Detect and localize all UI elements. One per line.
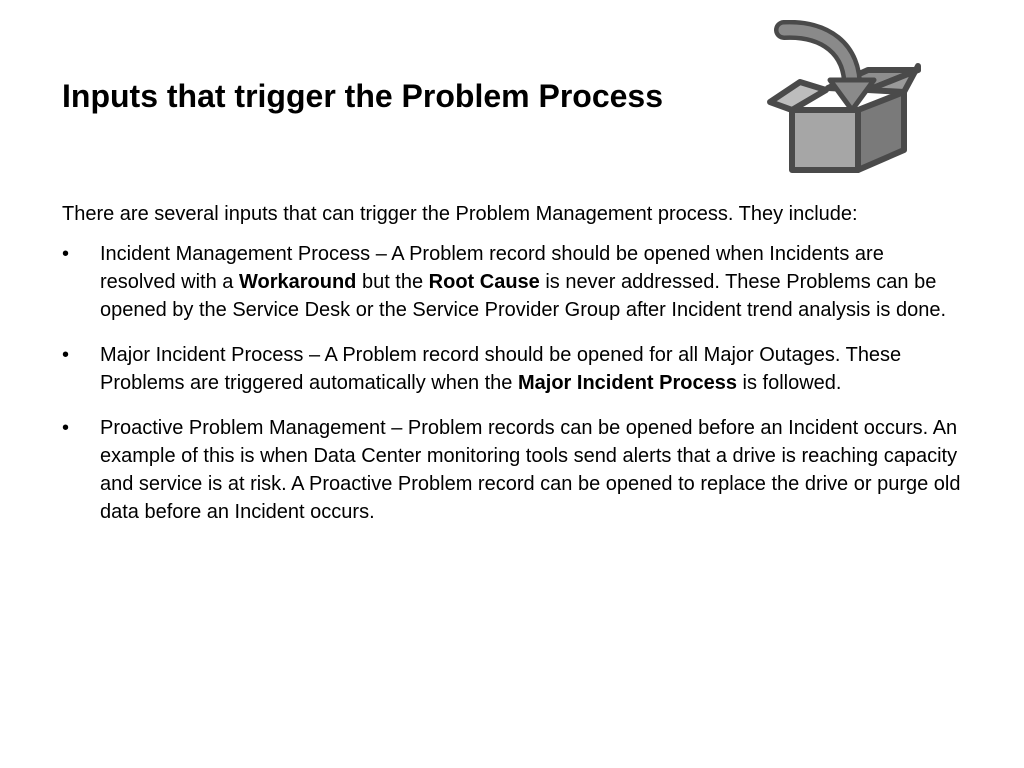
bullet-text: Incident Management Process – A Problem record should be opened when Incidents are resolved with a (100, 243, 884, 293)
bold-root-cause: Root Cause (428, 271, 540, 293)
slide-body (62, 200, 962, 543)
bullet-marker: • (62, 243, 70, 265)
bold-major-incident-process: Major Incident Process (518, 372, 737, 394)
bullet-marker: • (62, 344, 70, 366)
bullet-incident-management (62, 240, 962, 324)
bullet-text: is followed. (736, 372, 842, 394)
bullet-text: is never addressed. These Problems can be opened by the Service Desk or the Service Provider Group after Incident trend analysis is done. (100, 271, 947, 321)
intro-paragraph: There are several inputs that can trigger the Problem Management process. They include: (62, 203, 858, 225)
slide-title: Inputs that trigger the Problem Process (62, 78, 663, 114)
box-with-arrow-icon (764, 20, 924, 180)
bullet-text: Major Incident Process – A Problem record should be opened for all Major Outages. These Problems are triggered automatically when the (100, 344, 902, 394)
bullet-text: Proactive Problem Management – Problem records can be opened before an Incident occurs. An example of this is when Data Center monitoring tools send alerts that a drive is reaching capacity and service is at risk. A Proactive Problem record can be opened to replace the drive or purge old data before an Incident occurs. (100, 417, 961, 523)
bullet-list (62, 240, 962, 526)
bullet-text: but the (356, 271, 429, 293)
bullet-proactive-problem (62, 414, 962, 526)
bullet-major-incident (62, 341, 962, 397)
bold-workaround: Workaround (238, 271, 357, 293)
bullet-marker: • (62, 417, 70, 439)
